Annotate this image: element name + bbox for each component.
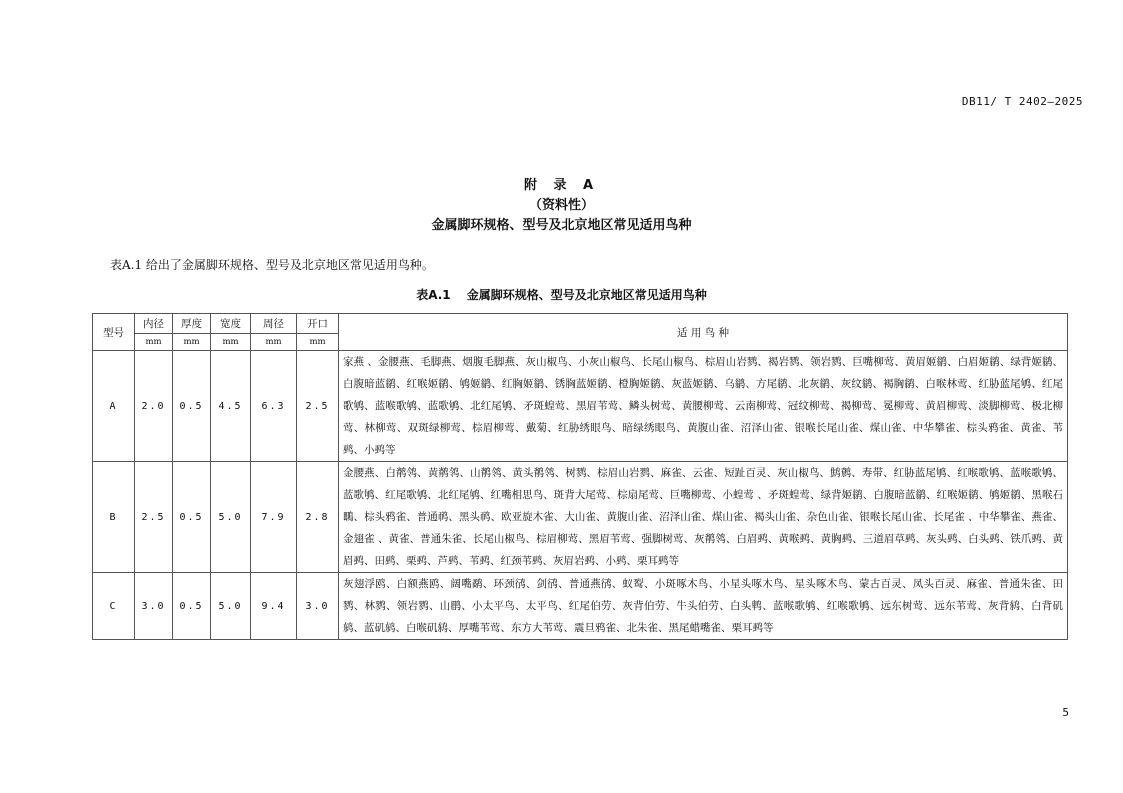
col-header-inner-diameter: 内径 xyxy=(135,314,173,334)
cell-type: B xyxy=(93,462,135,573)
col-header-species: 适 用 鸟 种 xyxy=(339,314,1068,351)
cell-species: 灰翅浮鸥、白额燕鸥、阔嘴鹬、环颈鸻、剑鸻、普通燕鸻、蚁䴕、小斑啄木鸟、小星头啄木鸟、星头啄木鸟、蒙古百灵、凤头百灵、麻雀、普通朱雀、田鹨、林鹨、领岩鹨、山鹛、小太平鸟、太平鸟、红尾伯劳、灰背伯劳、牛头伯劳、白头鹎、蓝喉歌鸲、红喉歌鸲、远东树莺、远东苇莺、灰背鸫、白背矶鸫、蓝矶鸫、白喉矶鸫、厚嘴苇莺、东方大苇莺、震旦鸦雀、北朱雀、黑尾蜡嘴雀、栗耳鹀等 xyxy=(339,573,1068,640)
table-row-c xyxy=(93,573,1068,640)
appendix-subtitle: （资料性） xyxy=(528,198,594,213)
unit-label: mm xyxy=(211,334,251,351)
col-header-thickness: 厚度 xyxy=(173,314,211,334)
cell-species: 家燕 、金腰燕、毛脚燕、烟腹毛脚燕、灰山椒鸟、小灰山椒鸟、长尾山椒鸟、棕眉山岩鹨、褐岩鹨、领岩鹨、巨嘴柳莺、黄眉姬鹟、白眉姬鹟、绿背姬鹟、白腹暗蓝鹟、红喉姬鹟、鸲姬鹟、红胸姬鹟、锈胸蓝姬鹟、橙胸姬鹟、灰蓝姬鹟、乌鹟、方尾鹟、北灰鹟、灰纹鹟、褐胸鹟、白喉林莺、红胁蓝尾鸲、红尾歌鸲、蓝喉歌鸲、蓝歌鸲、北红尾鸲、矛斑蝗莺、黑眉苇莺、鳞头树莺、黄腰柳莺、云南柳莺、冠纹柳莺、褐柳莺、冕柳莺、黄眉柳莺、淡脚柳莺、极北柳莺、林柳莺、双斑绿柳莺、棕眉柳莺、戴菊、红胁绣眼鸟、暗绿绣眼鸟、黄腹山雀、沼泽山雀、银喉长尾山雀、煤山雀、中华攀雀、棕头鸦雀、黄雀、苇鹀、小鹀等 xyxy=(339,351,1068,462)
col-header-type: 型号 xyxy=(93,314,135,351)
table-caption: 表A.1 金属脚环规格、型号及北京地区常见适用鸟种 xyxy=(416,288,707,302)
cell-thickness: 0.5 xyxy=(173,351,211,462)
cell-opening: 2.5 xyxy=(297,351,339,462)
col-header-circumference: 周径 xyxy=(251,314,297,334)
table-row-a xyxy=(93,351,1068,462)
cell-inner-diameter: 2.5 xyxy=(135,462,173,573)
cell-width: 5.0 xyxy=(211,462,251,573)
col-header-opening: 开口 xyxy=(297,314,339,334)
cell-inner-diameter: 3.0 xyxy=(135,573,173,640)
cell-species: 金腰燕、白鹡鸰、黄鹡鸰、山鹡鸰、黄头鹡鸰、树鹨、棕眉山岩鹨、麻雀、云雀、短趾百灵、灰山椒鸟、鹪鹩、寿带、红胁蓝尾鸲、红喉歌鸲、蓝喉歌鸲、蓝歌鸲、红尾歌鸲、北红尾鸲、红嘴相思鸟、斑背大尾莺、棕扇尾莺、巨嘴柳莺、小蝗莺 、矛斑蝗莺、绿背姬鹟、白腹暗蓝鹟、红喉姬鹟、鸲姬鹟、黑喉石䳭、棕头鸦雀、普通䴓、黑头䴓、欧亚旋木雀、大山雀、黄腹山雀、沼泽山雀、煤山雀、褐头山雀、杂色山雀、银喉长尾山雀、长尾雀 、中华攀雀、燕雀、金翅雀 、黄雀、普通朱雀、长尾山椒鸟、棕眉柳莺、黑眉苇莺、强脚树莺、灰鹡鸰、白眉鹀、黄喉鹀、黄胸鹀、三道眉草鹀、灰头鹀、白头鹀、铁爪鹀、黄眉鹀、田鹀、栗鹀、芦鹀、苇鹀、红颈苇鹀、灰眉岩鹀、小鹀、栗耳鹀等 xyxy=(339,462,1068,573)
cell-type: A xyxy=(93,351,135,462)
unit-label: mm xyxy=(135,334,173,351)
cell-width: 4.5 xyxy=(211,351,251,462)
ring-spec-table xyxy=(92,313,1068,640)
unit-label: mm xyxy=(173,334,211,351)
appendix-heading: 金属脚环规格、型号及北京地区常见适用鸟种 xyxy=(431,218,692,233)
appendix-title: 附 录 A xyxy=(523,178,600,193)
table-row-b xyxy=(93,462,1068,573)
unit-label: mm xyxy=(251,334,297,351)
cell-circumference: 7.9 xyxy=(251,462,297,573)
cell-width: 5.0 xyxy=(211,573,251,640)
cell-opening: 2.8 xyxy=(297,462,339,573)
intro-paragraph: 表A.1 给出了金属脚环规格、型号及北京地区常见适用鸟种。 xyxy=(110,258,434,272)
cell-opening: 3.0 xyxy=(297,573,339,640)
cell-thickness: 0.5 xyxy=(173,462,211,573)
header-row xyxy=(93,314,1068,334)
cell-inner-diameter: 2.0 xyxy=(135,351,173,462)
cell-circumference: 6.3 xyxy=(251,351,297,462)
col-header-width: 宽度 xyxy=(211,314,251,334)
page-number: 5 xyxy=(1062,706,1069,719)
cell-thickness: 0.5 xyxy=(173,573,211,640)
unit-label: mm xyxy=(297,334,339,351)
cell-type: C xyxy=(93,573,135,640)
cell-circumference: 9.4 xyxy=(251,573,297,640)
standard-code: DB11/ T 2402—2025 xyxy=(961,95,1083,108)
